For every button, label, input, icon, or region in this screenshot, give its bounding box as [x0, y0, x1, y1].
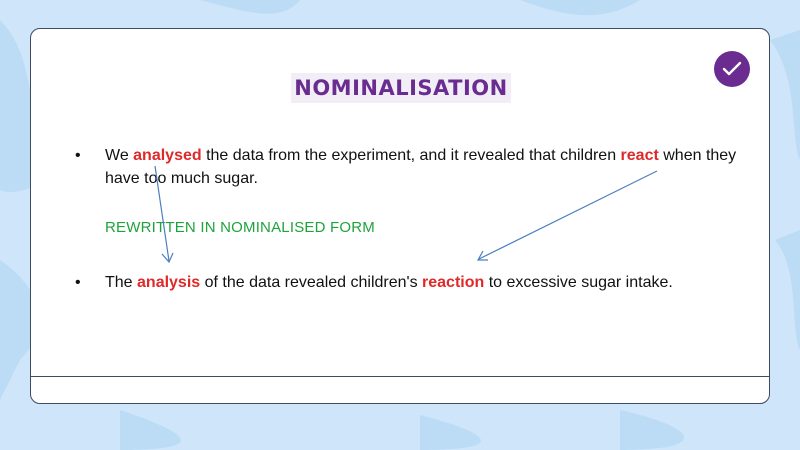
nominalised-sentence-text	[105, 271, 745, 294]
rewrite-label: REWRITTEN IN NOMINALISED FORM	[105, 219, 375, 236]
slide-title: NOMINALISATION	[294, 76, 508, 100]
arrowhead-reaction	[478, 251, 488, 260]
title-banner	[291, 73, 511, 103]
bullet-icon: •	[75, 274, 81, 291]
checkmark-icon	[714, 51, 750, 87]
sentence2-part: to excessive sugar intake.	[484, 274, 673, 291]
card-divider	[31, 376, 769, 377]
sentence2-part: of the data revealed children's	[200, 274, 423, 291]
highlight-noun-reaction: reaction	[422, 274, 485, 291]
bullet-icon: •	[75, 147, 81, 164]
highlight-verb-react: react	[620, 147, 659, 164]
arrowhead-analysis	[162, 253, 173, 262]
sentence1-part: We	[105, 147, 134, 164]
highlight-verb-analysed: analysed	[133, 147, 202, 164]
slide-card	[30, 28, 770, 404]
sentence1-part: when they have too much sugar.	[105, 147, 737, 187]
highlight-noun-analysis: analysis	[137, 274, 201, 291]
original-sentence-text	[105, 144, 745, 190]
sentence2-part: The	[105, 274, 138, 291]
sentence1-part: the data from the experiment, and it revealed that children	[201, 147, 621, 164]
